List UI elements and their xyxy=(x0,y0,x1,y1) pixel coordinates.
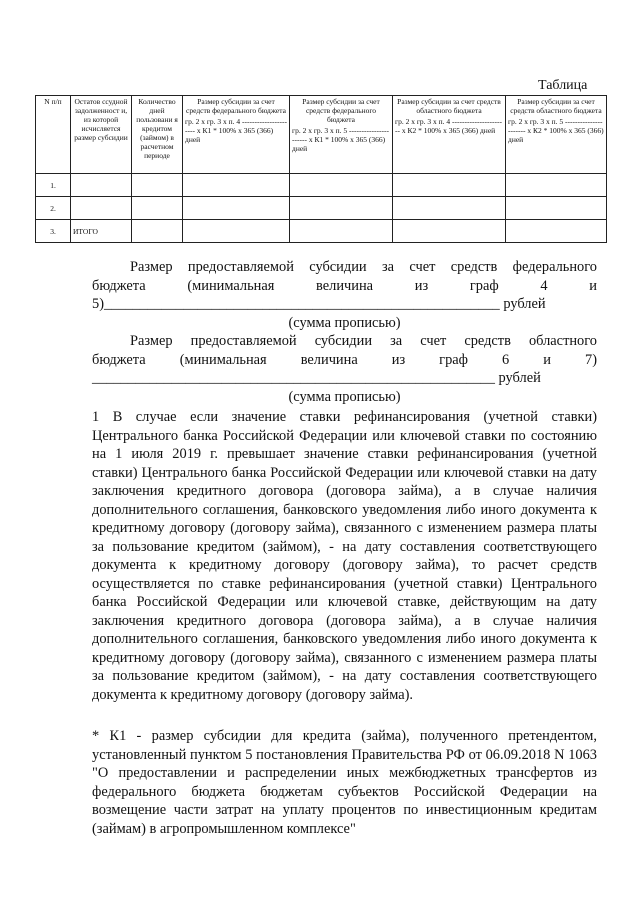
regional-line-2: бюджета (минимальная величина из граф 6 и 7) xyxy=(92,351,597,368)
regional-line-1: Размер предоставляемой субсидии за счет средств областного xyxy=(130,333,597,349)
table-caption: Таблица xyxy=(538,78,588,93)
header-cell-reg-6: Размер субсидии за счет средств областного бюджета гр. 2 х гр. 3 х п. 4 ---------------------- х К2 * 100% х 365 (366) дней xyxy=(393,96,506,174)
footnote-k1: * К1 - размер субсидии для кредита (займа), полученного претендентом, установленный пунктом 5 постановления Правительства РФ от 06.09.2018 N 1063 "О предоставлении и распределении иных межбюджетных трансфертов из федерального бюджета бюджетам субъектов Российской Федерации на возмещение части затрат на уплату процентов по инвестиционным кредитам (займам) в агропромышленном комплексе" xyxy=(92,728,597,837)
table-cell xyxy=(393,220,506,243)
formula-reg-7: гр. 2 х гр. 3 х п. 5 ---------------------- х К2 * 100% х 365 (366) дней xyxy=(508,117,604,144)
table-cell: 1. xyxy=(36,174,71,197)
table-cell xyxy=(506,174,607,197)
table-row xyxy=(36,174,607,197)
table-cell xyxy=(290,220,393,243)
formula-fed-5: гр. 2 х гр. 3 х п. 5 ---------------------- х К1 * 100% х 365 (366) дней xyxy=(292,126,390,153)
federal-subsidy-block xyxy=(92,258,597,406)
header-cell-days: Количество дней пользовани я кредитом (займом) в расчетном периоде xyxy=(132,96,183,174)
header-cell-debt: Остатов ссудной задолженност и, из которой исчисляется размер субсидии xyxy=(71,96,132,174)
federal-amount-caption: (сумма прописью) xyxy=(288,314,401,331)
table-cell xyxy=(71,197,132,220)
table-cell xyxy=(393,174,506,197)
federal-line-1: Размер предоставляемой субсидии за счет средств федерального xyxy=(130,259,597,275)
table-cell: 2. xyxy=(36,197,71,220)
table-cell-total-label: ИТОГО xyxy=(71,220,132,243)
regional-line-3: ________________________________________________________ рублей xyxy=(92,370,541,386)
table-row-total xyxy=(36,220,607,243)
header-cell-fed-5: Размер субсидии за счет средств федерального бюджета гр. 2 х гр. 3 х п. 5 ---------------------- х К1 * 100% х 365 (366) дней xyxy=(290,96,393,174)
federal-line-2: бюджета (минимальная величина из граф 4 и xyxy=(92,277,597,294)
table-cell xyxy=(71,174,132,197)
table-cell xyxy=(183,174,290,197)
federal-line-3: 5)_______________________________________________________ рублей xyxy=(92,296,546,312)
table-header-row xyxy=(36,96,607,174)
table-cell xyxy=(290,174,393,197)
table-cell xyxy=(290,197,393,220)
formula-fed-4: гр. 2 х гр. 3 х п. 4 ---------------------- х К1 * 100% х 365 (366) дней xyxy=(185,117,287,144)
table-cell xyxy=(506,197,607,220)
regional-amount-caption: (сумма прописью) xyxy=(288,388,401,405)
header-cell-reg-7: Размер субсидии за счет средств областного бюджета гр. 2 х гр. 3 х п. 5 ---------------------- х К2 * 100% х 365 (366) дней xyxy=(506,96,607,174)
table-cell xyxy=(506,220,607,243)
table-row xyxy=(36,197,607,220)
table-cell xyxy=(393,197,506,220)
table-cell xyxy=(132,197,183,220)
table-cell xyxy=(183,197,290,220)
table-cell xyxy=(132,174,183,197)
table-cell: 3. xyxy=(36,220,71,243)
footnote-1: 1 В случае если значение ставки рефинансирования (учетной ставки) Центрального банка Российской Федерации или ключевой ставки по состоянию на 1 июля 2019 г. превышает значение ставки рефинансирования (учетной ставки) Центрального банка Российской Федерации или ключевой ставки на дату заключения кредитного договора (договора займа), а в случае наличия дополнительного соглашения, банковского уведомления либо иного документа к кредитному договору (договору займа), связанного с изменением размера платы за пользование кредитом (займом), - на дату составления соответствующего документа к кредитному договору (договору займа), то расчет средств осуществляется по ставке рефинансирования (учетной ставки) Центрального банка Российской Федерации или ключевой ставке, действующим на дату заключения кредитного договора (договора займа), а в случае наличия дополнительного соглашения, банковского уведомления либо иного документа к кредитному договору (договору займа), связанного с изменением размера платы за пользование кредитом (займом), - на дату составления соответствующего документа к кредитному договору (договору займа). xyxy=(92,409,597,703)
table-cell xyxy=(132,220,183,243)
header-cell-fed-4: Размер субсидии за счет средств федерального бюджета гр. 2 х гр. 3 х п. 4 ---------------------- х К1 * 100% х 365 (366) дней xyxy=(183,96,290,174)
subsidy-table xyxy=(35,95,607,243)
header-cell-num: N п/п xyxy=(36,96,71,174)
table-cell xyxy=(183,220,290,243)
formula-reg-6: гр. 2 х гр. 3 х п. 4 ---------------------- х К2 * 100% х 365 (366) дней xyxy=(395,117,502,135)
